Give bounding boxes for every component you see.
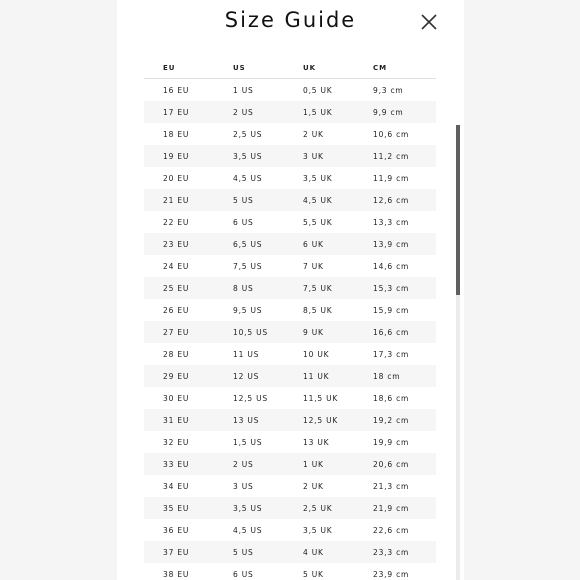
cell-cm: 13,9 cm	[373, 239, 410, 249]
table-row	[144, 123, 436, 145]
table-row	[144, 453, 436, 475]
table-row	[144, 189, 436, 211]
cell-uk: 11,5 UK	[303, 393, 339, 403]
cell-eu: 35 EU	[163, 503, 190, 513]
cell-uk: 2 UK	[303, 481, 324, 491]
table-row	[144, 387, 436, 409]
cell-cm: 23,9 cm	[373, 569, 410, 579]
cell-us: 6 US	[233, 569, 254, 579]
cell-cm: 18 cm	[373, 371, 401, 381]
cell-eu: 24 EU	[163, 261, 190, 271]
cell-eu: 19 EU	[163, 151, 190, 161]
cell-uk: 1 UK	[303, 459, 324, 469]
cell-cm: 14,6 cm	[373, 261, 410, 271]
cell-us: 5 US	[233, 195, 254, 205]
cell-eu: 25 EU	[163, 283, 190, 293]
cell-eu: 20 EU	[163, 173, 190, 183]
cell-cm: 9,9 cm	[373, 107, 404, 117]
cell-cm: 19,2 cm	[373, 415, 410, 425]
cell-uk: 8,5 UK	[303, 305, 333, 315]
cell-uk: 5,5 UK	[303, 217, 333, 227]
cell-uk: 7 UK	[303, 261, 324, 271]
column-header-uk: UK	[303, 63, 317, 72]
column-header-cm: CM	[373, 63, 388, 72]
cell-us: 12 US	[233, 371, 260, 381]
cell-us: 13 US	[233, 415, 260, 425]
cell-uk: 12,5 UK	[303, 415, 339, 425]
cell-uk: 13 UK	[303, 437, 330, 447]
table-body	[144, 79, 436, 580]
cell-us: 8 US	[233, 283, 254, 293]
cell-uk: 4,5 UK	[303, 195, 333, 205]
cell-uk: 0,5 UK	[303, 85, 333, 95]
table-row	[144, 365, 436, 387]
cell-us: 6 US	[233, 217, 254, 227]
cell-uk: 11 UK	[303, 371, 330, 381]
cell-cm: 18,6 cm	[373, 393, 410, 403]
size-guide-modal	[117, 0, 464, 580]
cell-eu: 32 EU	[163, 437, 190, 447]
cell-us: 2 US	[233, 107, 254, 117]
cell-eu: 34 EU	[163, 481, 190, 491]
table-row	[144, 321, 436, 343]
size-table	[144, 57, 436, 580]
cell-uk: 5 UK	[303, 569, 324, 579]
cell-cm: 10,6 cm	[373, 129, 410, 139]
cell-us: 3 US	[233, 481, 254, 491]
scrollbar-thumb[interactable]	[456, 125, 460, 295]
cell-us: 3,5 US	[233, 151, 263, 161]
cell-us: 6,5 US	[233, 239, 263, 249]
cell-eu: 16 EU	[163, 85, 190, 95]
cell-eu: 22 EU	[163, 217, 190, 227]
cell-us: 5 US	[233, 547, 254, 557]
table-row	[144, 167, 436, 189]
table-row	[144, 541, 436, 563]
cell-cm: 11,9 cm	[373, 173, 410, 183]
cell-eu: 21 EU	[163, 195, 190, 205]
cell-us: 7,5 US	[233, 261, 263, 271]
cell-cm: 20,6 cm	[373, 459, 410, 469]
cell-eu: 26 EU	[163, 305, 190, 315]
cell-us: 3,5 US	[233, 503, 263, 513]
table-row	[144, 101, 436, 123]
cell-cm: 9,3 cm	[373, 85, 404, 95]
close-icon[interactable]	[419, 12, 439, 32]
table-row	[144, 277, 436, 299]
cell-uk: 1,5 UK	[303, 107, 333, 117]
table-row	[144, 299, 436, 321]
cell-cm: 16,6 cm	[373, 327, 410, 337]
cell-eu: 23 EU	[163, 239, 190, 249]
cell-uk: 3 UK	[303, 151, 324, 161]
cell-eu: 28 EU	[163, 349, 190, 359]
cell-us: 11 US	[233, 349, 260, 359]
cell-uk: 2 UK	[303, 129, 324, 139]
cell-cm: 15,3 cm	[373, 283, 410, 293]
table-row	[144, 79, 436, 101]
table-row	[144, 211, 436, 233]
cell-uk: 3,5 UK	[303, 173, 333, 183]
table-header-row	[144, 57, 436, 79]
cell-uk: 4 UK	[303, 547, 324, 557]
cell-cm: 13,3 cm	[373, 217, 410, 227]
table-row	[144, 255, 436, 277]
table-row	[144, 563, 436, 580]
column-header-eu: EU	[163, 63, 176, 72]
cell-cm: 19,9 cm	[373, 437, 410, 447]
cell-cm: 21,9 cm	[373, 503, 410, 513]
cell-us: 1 US	[233, 85, 254, 95]
cell-cm: 11,2 cm	[373, 151, 410, 161]
cell-us: 4,5 US	[233, 173, 263, 183]
table-row	[144, 475, 436, 497]
cell-us: 1,5 US	[233, 437, 263, 447]
cell-eu: 17 EU	[163, 107, 190, 117]
cell-eu: 18 EU	[163, 129, 190, 139]
table-row	[144, 233, 436, 255]
cell-uk: 10 UK	[303, 349, 330, 359]
cell-uk: 7,5 UK	[303, 283, 333, 293]
cell-cm: 23,3 cm	[373, 547, 410, 557]
table-row	[144, 409, 436, 431]
table-row	[144, 145, 436, 167]
cell-eu: 27 EU	[163, 327, 190, 337]
cell-eu: 38 EU	[163, 569, 190, 579]
table-row	[144, 431, 436, 453]
cell-us: 2 US	[233, 459, 254, 469]
cell-eu: 37 EU	[163, 547, 190, 557]
column-header-us: US	[233, 63, 246, 72]
scrollbar[interactable]	[456, 125, 460, 580]
cell-eu: 33 EU	[163, 459, 190, 469]
cell-us: 4,5 US	[233, 525, 263, 535]
cell-us: 12,5 US	[233, 393, 268, 403]
modal-title: Size Guide	[224, 8, 357, 32]
cell-eu: 29 EU	[163, 371, 190, 381]
table-row	[144, 519, 436, 541]
cell-cm: 15,9 cm	[373, 305, 410, 315]
cell-eu: 36 EU	[163, 525, 190, 535]
cell-eu: 30 EU	[163, 393, 190, 403]
cell-us: 9,5 US	[233, 305, 263, 315]
cell-uk: 2,5 UK	[303, 503, 333, 513]
table-row	[144, 497, 436, 519]
cell-cm: 12,6 cm	[373, 195, 410, 205]
cell-cm: 22,6 cm	[373, 525, 410, 535]
cell-eu: 31 EU	[163, 415, 190, 425]
cell-uk: 6 UK	[303, 239, 324, 249]
cell-uk: 9 UK	[303, 327, 324, 337]
cell-cm: 21,3 cm	[373, 481, 410, 491]
cell-uk: 3,5 UK	[303, 525, 333, 535]
cell-us: 2,5 US	[233, 129, 263, 139]
cell-cm: 17,3 cm	[373, 349, 410, 359]
table-row	[144, 343, 436, 365]
cell-us: 10,5 US	[233, 327, 268, 337]
